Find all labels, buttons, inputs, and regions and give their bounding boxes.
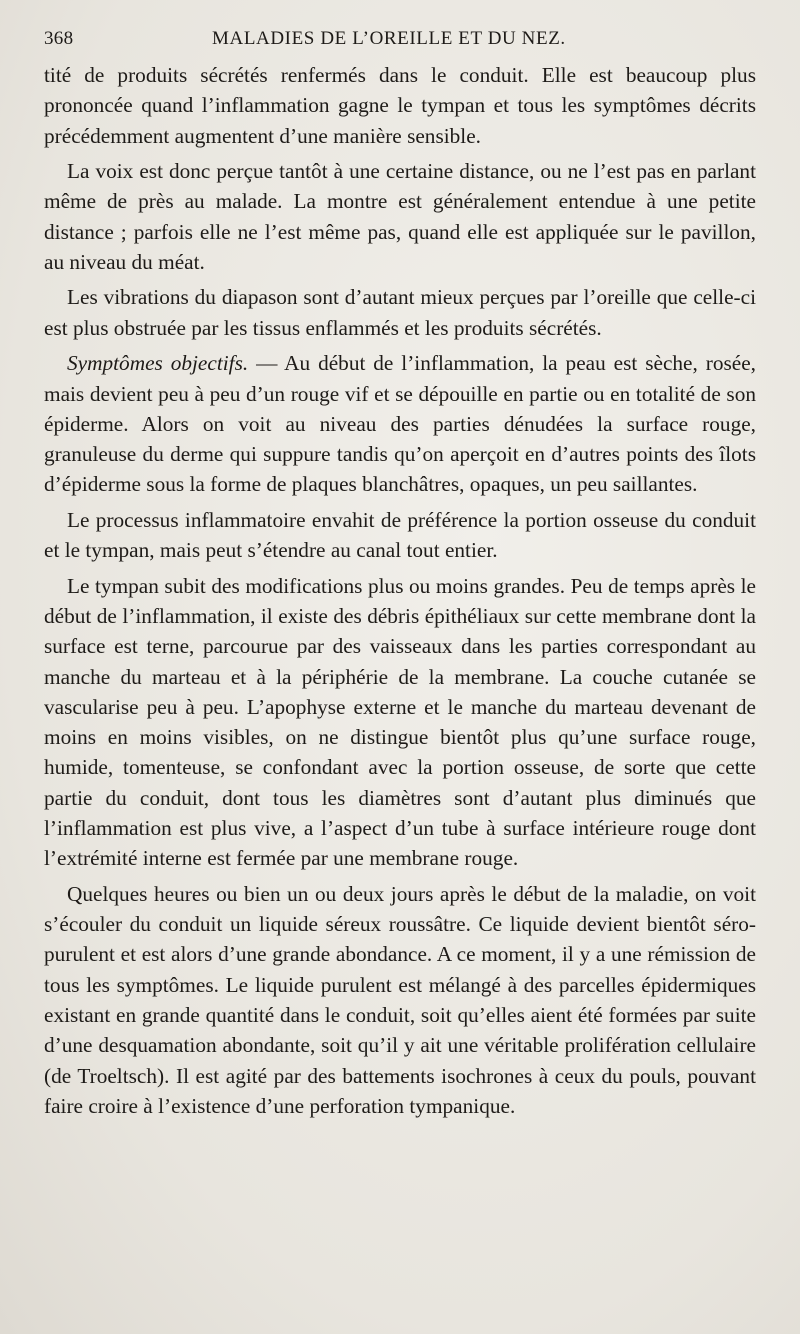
paragraph	[44, 156, 756, 277]
paragraph-text: Le processus inflammatoire envahit de préférence la portion osseuse du conduit et le tympan, mais peut s’étendre au canal tout entier.	[44, 507, 756, 563]
running-title: MALADIES DE L’OREILLE ET DU NEZ.	[212, 28, 566, 49]
paragraph	[44, 505, 756, 566]
paragraph-text: Quelques heures ou bien un ou deux jours après le début de la maladie, on voit s’écouler du conduit un liquide séreux roussâtre. Ce liquide devient bientôt séro-purulent et est alors d’une grande abondance. A ce moment, il y a une rémission de tous les symptômes. Le liquide purulent est mélangé à des parcelles épidermiques existant en grande quantité dans le conduit, soit qu’elles aient été formées par suite d’une desquamation abondante, soit qu’il y ait une véritable prolifération cellulaire (de Troeltsch). Il est agité par des battements isochrones à ceux du pouls, pouvant faire croire à l’existence d’une perforation tympanique.	[44, 881, 756, 1118]
paragraph	[44, 60, 756, 151]
paragraph	[44, 571, 756, 874]
paragraph	[44, 348, 756, 499]
body-text	[44, 60, 756, 1121]
paragraph	[44, 282, 756, 343]
paragraph-text: tité de produits sécrétés renfermés dans le conduit. Elle est beaucoup plus prononcée quand l’inflammation gagne le tympan et tous les symptômes décrits précédemment augmentent d’une manière sensible.	[44, 63, 756, 148]
paragraph	[44, 879, 756, 1121]
running-head	[44, 28, 756, 58]
paragraph-text: La voix est donc perçue tantôt à une certaine distance, ou ne l’est pas en parlant même de près au malade. La montre est généralement entendue à une petite distance ; parfois elle ne l’est même pas, quand elle est appliquée sur le pavillon, au niveau du méat.	[44, 159, 756, 274]
paragraph-text: Les vibrations du diapason sont d’autant mieux perçues par l’oreille que celle-ci est plus obstruée par les tissus enflammés et les produits sécrétés.	[44, 285, 756, 340]
section-lead: Symptômes objectifs.	[67, 351, 249, 376]
page-number: 368	[44, 28, 74, 49]
paragraph-text: Le tympan subit des modifications plus ou moins grandes. Peu de temps après le début de l’inflammation, il existe des débris épithéliaux sur cette membrane dont la surface est terne, parcourue par des vaisseaux dans les parties correspondant au manche du marteau et à la périphérie de la membrane. La couche cutanée se vascularise peu à peu. L’apophyse externe et le manche du marteau devenant de moins en moins visibles, on ne distingue bientôt plus qu’une surface rouge, humide, tomenteuse, se confondant avec la portion osseuse, de sorte que cette partie du conduit, dont tous les diamètres sont d’autant plus diminués que l’inflammation est plus vive, a l’aspect d’un tube à surface intérieure rouge dont l’extrémité interne est fermée par une membrane rouge.	[44, 573, 756, 871]
paragraph-text: — Au début de l’inflammation, la peau est sèche, rosée, mais devient peu à peu d’un rouge vif et se dépouille en partie ou en totalité de son épiderme. Alors on voit au niveau des parties dénudées la surface rouge, granuleuse du derme qui suppure tandis qu’on aperçoit en d’autres points des îlots d’épiderme sous la forme de plaques blanchâtres, opaques, un peu saillantes.	[44, 351, 756, 497]
